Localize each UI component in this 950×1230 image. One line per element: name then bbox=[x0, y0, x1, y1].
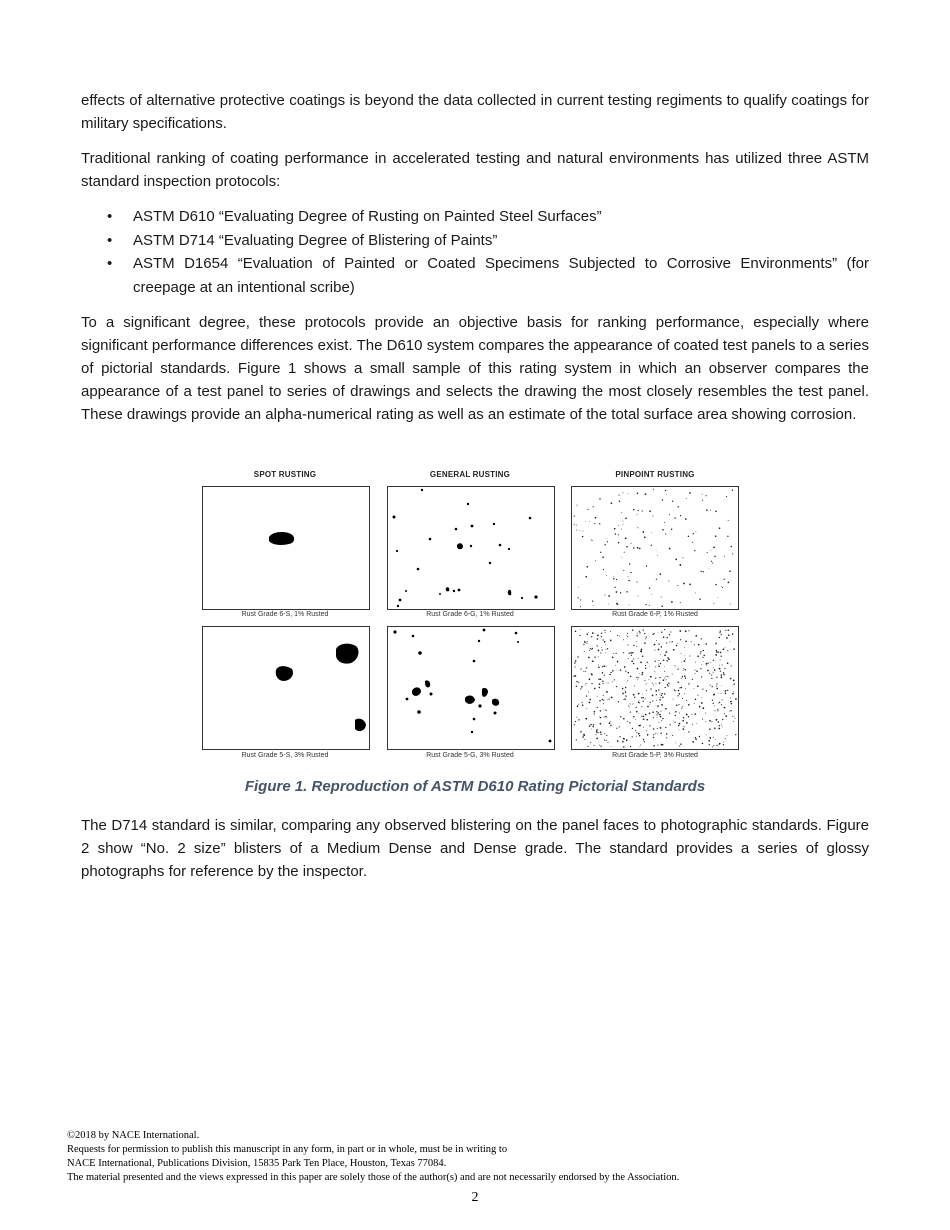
spot-rust-drawing-1 bbox=[203, 487, 369, 609]
column-title-pinpoint: PINPOINT RUSTING bbox=[615, 470, 695, 479]
general-rust-drawing-1 bbox=[388, 487, 554, 609]
panel-6-g bbox=[387, 486, 555, 610]
paragraph-1: effects of alternative protective coatings is beyond the data collected in current testing regiments to qualify coatings for military specifications. bbox=[81, 92, 869, 132]
column-title-general: GENERAL RUSTING bbox=[429, 470, 511, 479]
general-rust-drawing-2 bbox=[388, 627, 554, 749]
pinpoint-rust-drawing-2 bbox=[572, 627, 738, 749]
column-title-spot: SPOT RUSTING bbox=[253, 470, 317, 479]
address-line: NACE International, Publications Division, 15835 Park Ten Place, Houston, Texas 77084. bbox=[67, 1158, 447, 1169]
panel-6-p bbox=[571, 486, 739, 610]
paragraph-2: Traditional ranking of coating performance in accelerated testing and natural environments has utilized three ASTM standard inspection protocols: bbox=[81, 150, 869, 190]
panel-caption: Rust Grade 5-S, 3% Rusted bbox=[241, 752, 329, 759]
list-item: • ASTM D714 “Evaluating Degree of Blistering of Paints” bbox=[81, 229, 869, 253]
disclaimer-line: The material presented and the views expressed in this paper are solely those of the author(s) and are not necessarily endorsed by the Association. bbox=[67, 1172, 680, 1183]
copyright-line: ©2018 by NACE International. bbox=[67, 1130, 200, 1141]
panel-caption: Rust Grade 6-P, 1% Rusted bbox=[612, 611, 698, 618]
page-number: 2 bbox=[471, 1190, 479, 1205]
panel-caption: Rust Grade 5-P, 3% Rusted bbox=[612, 752, 698, 759]
protocol-list bbox=[81, 205, 869, 299]
pinpoint-rust-drawing-1 bbox=[572, 487, 738, 609]
panel-5-g bbox=[387, 626, 555, 750]
spot-rust-drawing-2 bbox=[203, 627, 369, 749]
list-item: • ASTM D610 “Evaluating Degree of Rusting on Painted Steel Surfaces” bbox=[81, 205, 869, 229]
panel-5-p bbox=[571, 626, 739, 750]
panel-6-s bbox=[202, 486, 370, 610]
panel-caption: Rust Grade 6-S, 1% Rusted bbox=[241, 611, 329, 618]
paragraph-3: To a significant degree, these protocols provide an objective basis for ranking performance, especially where significant performance differences exist. The D610 system compares the appearance of coated test panels to a series of pictorial standards. Figure 1 shows a small sample of this rating system in which an observer compares the appearance of a test panel to series of drawings and selects the drawing the most closely resembles the test panel. These drawings provide an alpha-numerical rating as well as an estimate of the total surface area showing corrosion. bbox=[81, 314, 869, 423]
panel-5-s bbox=[202, 626, 370, 750]
figure-caption: Figure 1. Reproduction of ASTM D610 Rating Pictorial Standards bbox=[244, 778, 706, 795]
list-item: • ASTM D1654 “Evaluation of Painted or Coated Specimens Subjected to Corrosive Environments” (for creepage at an intentional scribe) bbox=[81, 252, 869, 299]
panel-caption: Rust Grade 6-G, 1% Rusted bbox=[426, 611, 514, 618]
footer bbox=[67, 1129, 887, 1185]
figure-1 bbox=[200, 470, 745, 766]
panel-caption: Rust Grade 5-G, 3% Rusted bbox=[426, 752, 514, 759]
permission-line: Requests for permission to publish this manuscript in any form, in part or in whole, must be in writing to bbox=[67, 1144, 508, 1155]
paragraph-4: The D714 standard is similar, comparing any observed blistering on the panel faces to photographic standards. Figure 2 show “No. 2 size” blisters of a Medium Dense and Dense grade. The standard provides a series of glossy photographs for reference by the inspector. bbox=[81, 817, 869, 880]
